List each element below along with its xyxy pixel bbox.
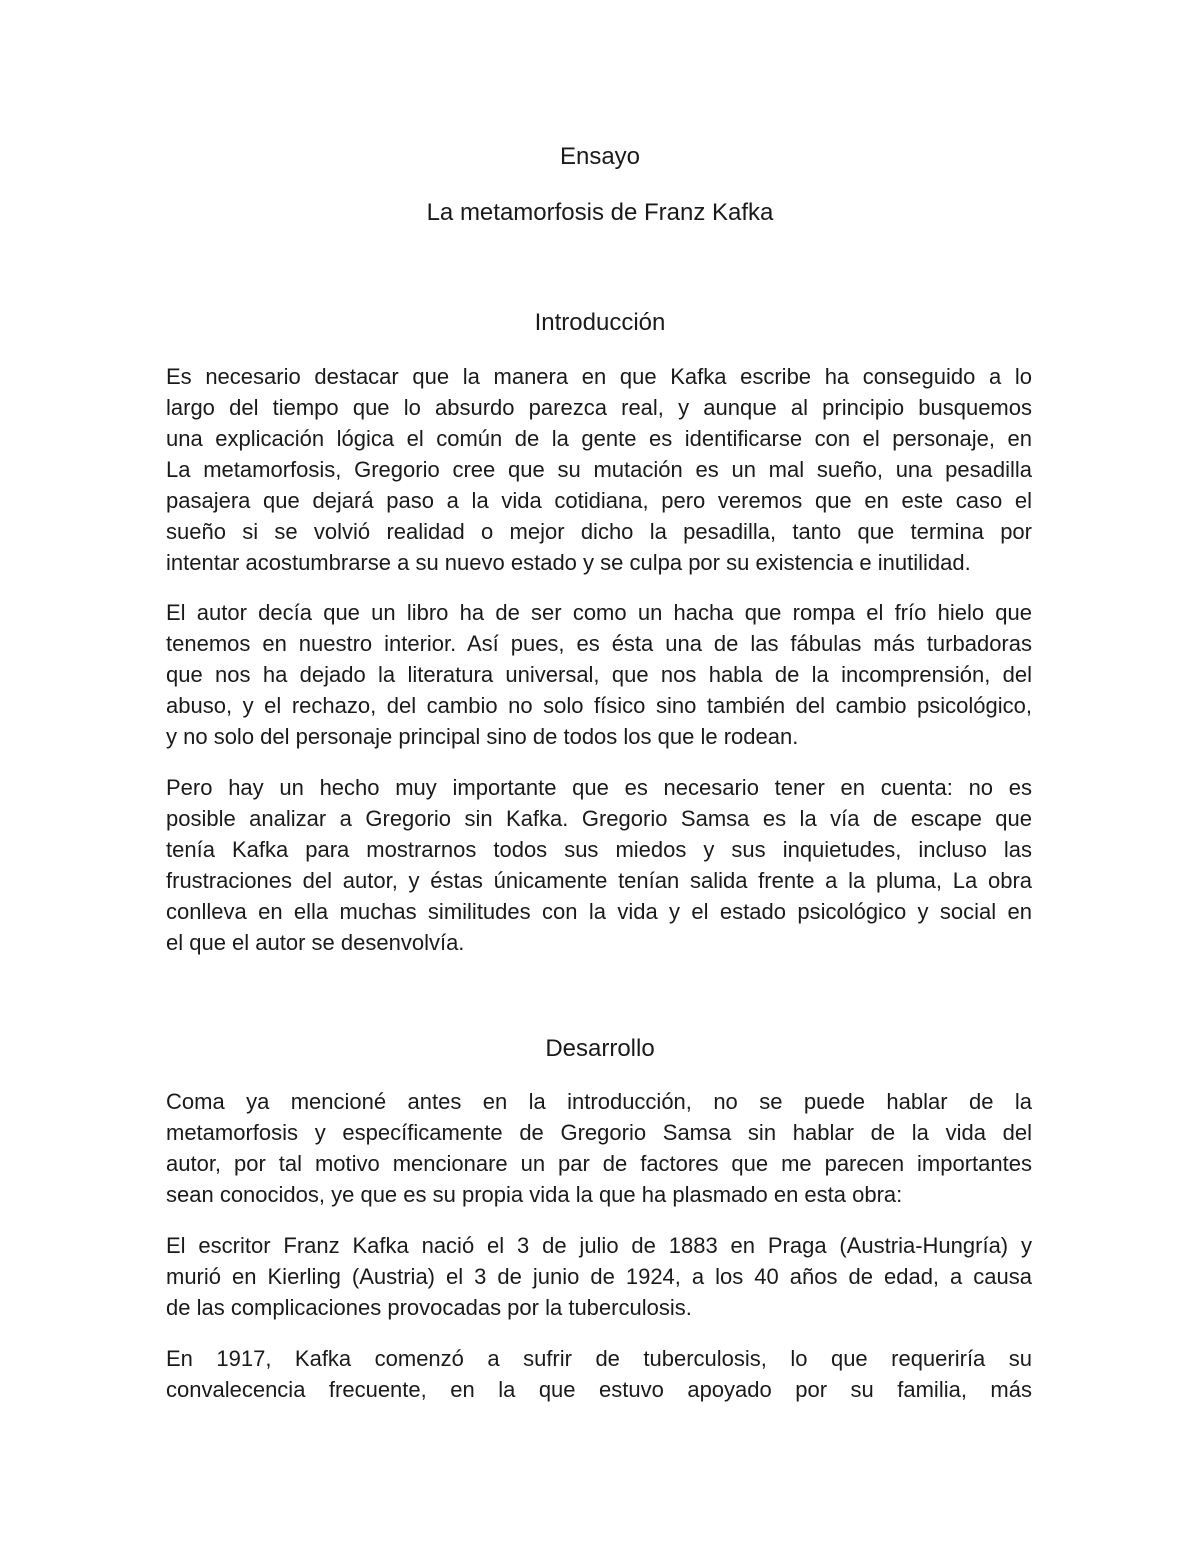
- text-line: convalecencia frecuente, en la que estuvo apoyado por su familia, más: [166, 1377, 1032, 1402]
- text-line: pasajera que dejará paso a la vida cotidiana, pero veremos que en este caso el: [166, 488, 1032, 513]
- document-title: Ensayo: [559, 143, 641, 170]
- text-line: una explicación lógica el común de la gente es identificarse con el personaje, en: [166, 426, 1032, 451]
- text-line: El autor decía que un libro ha de ser como un hacha que rompa el frío hielo que: [166, 600, 1032, 625]
- section-heading-introduccion: Introducción: [534, 309, 666, 336]
- text-line: conlleva en ella muchas similitudes con la vida y el estado psicológico y social en: [166, 899, 1032, 924]
- text-line: sean conocidos, ye que es su propia vida la que ha plasmado en esta obra:: [166, 1182, 903, 1207]
- text-line: La metamorfosis, Gregorio cree que su mutación es un mal sueño, una pesadilla: [166, 457, 1032, 482]
- text-line: largo del tiempo que lo absurdo parezca real, y aunque al principio busquemos: [166, 395, 1032, 420]
- text-line: abuso, y el rechazo, del cambio no solo físico sino también del cambio psicológico,: [166, 693, 1032, 718]
- text-line: el que el autor se desenvolvía.: [166, 930, 465, 955]
- text-line: frustraciones del autor, y éstas únicamente tenían salida frente a la pluma, La obra: [166, 868, 1032, 893]
- text-line: sueño si se volvió realidad o mejor dicho la pesadilla, tanto que termina por: [166, 519, 1032, 544]
- paragraph-intro-3: [166, 772, 1032, 958]
- text-line: y no solo del personaje principal sino de todos los que le rodean.: [166, 724, 799, 749]
- text-line: tenía Kafka para mostrarnos todos sus miedos y sus inquietudes, incluso las: [166, 837, 1032, 862]
- text-line: autor, por tal motivo mencionare un par de factores que me parecen importantes: [166, 1151, 1032, 1176]
- text-line: Es necesario destacar que la manera en que Kafka escribe ha conseguido a lo: [166, 364, 1032, 389]
- text-line: metamorfosis y específicamente de Gregorio Samsa sin hablar de la vida del: [166, 1120, 1032, 1145]
- text-line: Pero hay un hecho muy importante que es necesario tener en cuenta: no es: [166, 775, 1032, 800]
- text-line: de las complicaciones provocadas por la tuberculosis.: [166, 1295, 692, 1320]
- text-line: murió en Kierling (Austria) el 3 de junio de 1924, a los 40 años de edad, a causa: [166, 1264, 1032, 1289]
- paragraph-intro-1: [166, 361, 1032, 578]
- paragraph-desarrollo-3: [166, 1343, 1032, 1405]
- paragraph-desarrollo-1: [166, 1086, 1032, 1210]
- text-line: posible analizar a Gregorio sin Kafka. Gregorio Samsa es la vía de escape que: [166, 806, 1032, 831]
- section-heading-desarrollo: Desarrollo: [545, 1035, 655, 1062]
- text-line: intentar acostumbrarse a su nuevo estado y se culpa por su existencia e inutilidad.: [166, 550, 971, 575]
- text-line: tenemos en nuestro interior. Así pues, es ésta una de las fábulas más turbadoras: [166, 631, 1032, 656]
- paragraph-desarrollo-2: [166, 1230, 1032, 1323]
- paragraph-intro-2: [166, 597, 1032, 752]
- text-line: El escritor Franz Kafka nació el 3 de julio de 1883 en Praga (Austria-Hungría) y: [166, 1233, 1032, 1258]
- document-subtitle: La metamorfosis de Franz Kafka: [426, 199, 774, 226]
- text-line: En 1917, Kafka comenzó a sufrir de tuberculosis, lo que requeriría su: [166, 1346, 1032, 1371]
- text-line: Coma ya mencioné antes en la introducción, no se puede hablar de la: [166, 1089, 1032, 1114]
- text-line: que nos ha dejado la literatura universal, que nos habla de la incomprensión, del: [166, 662, 1032, 687]
